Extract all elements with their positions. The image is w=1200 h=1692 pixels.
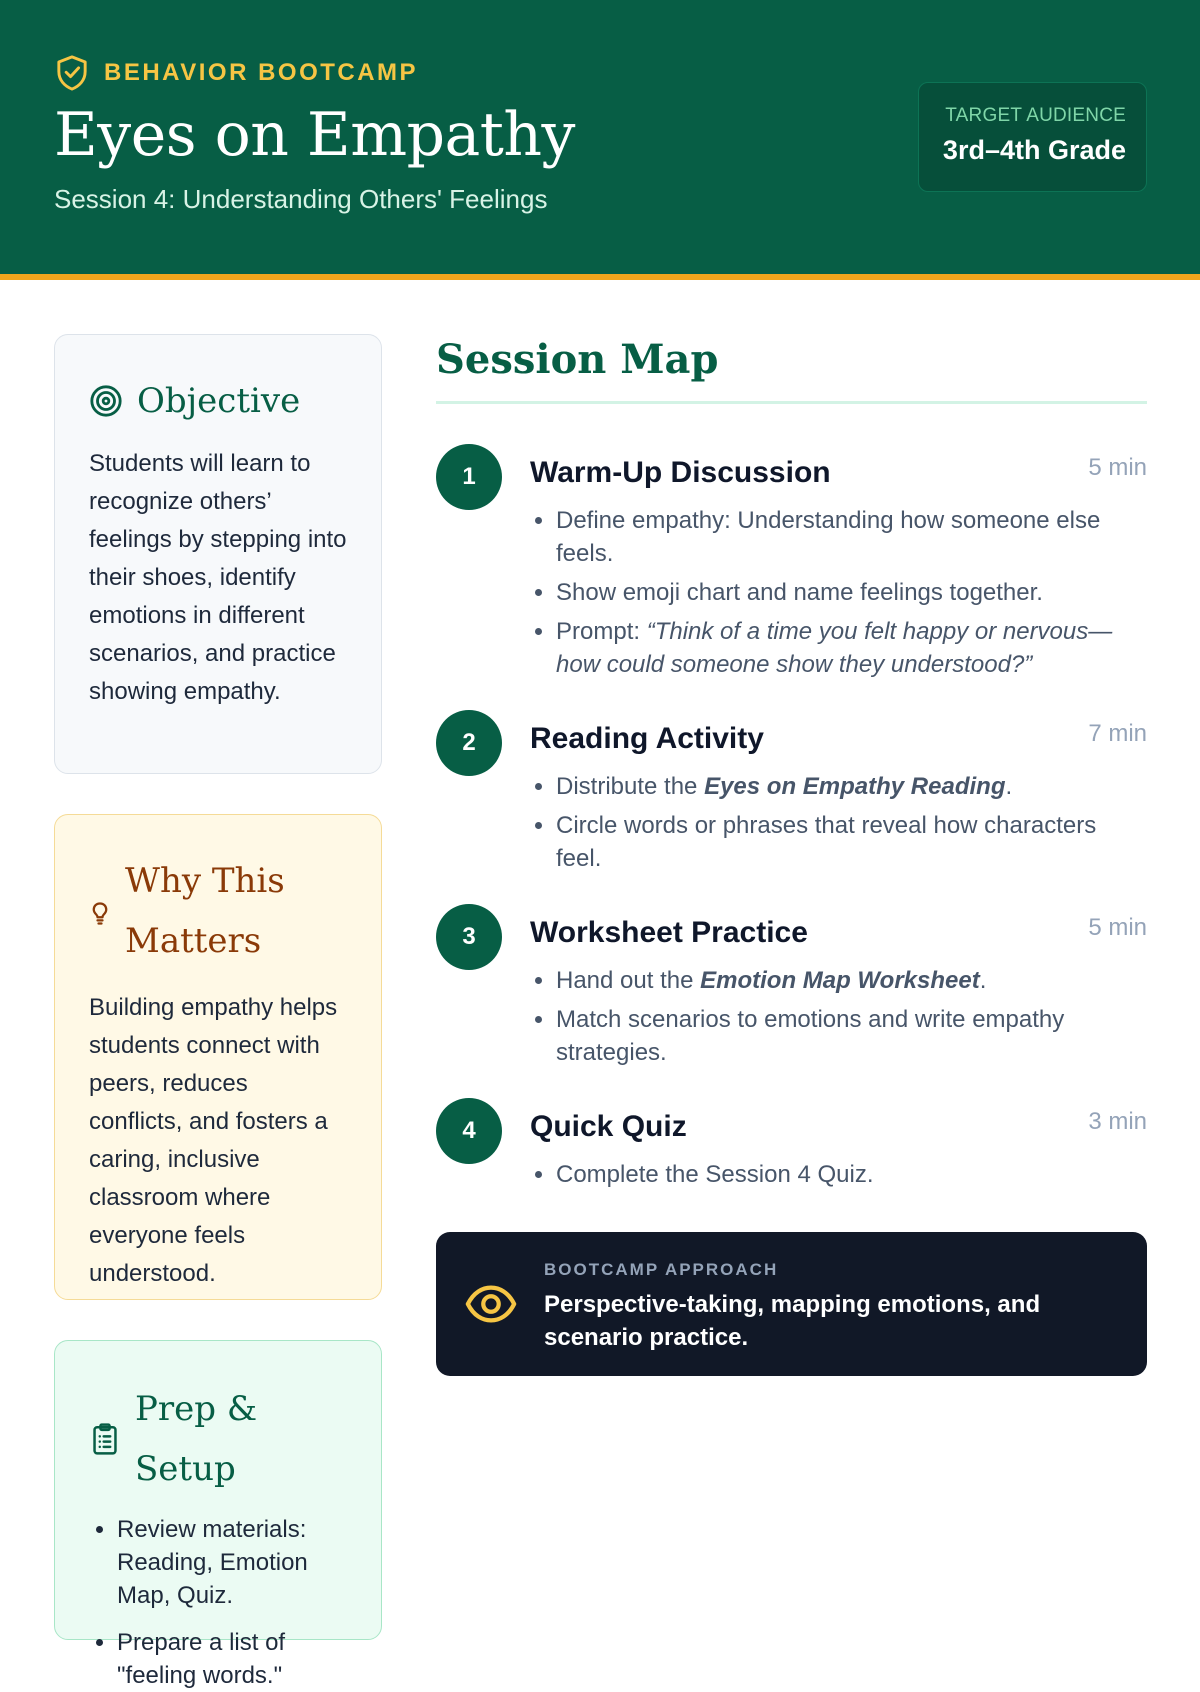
session-map-title: Session Map — [436, 336, 719, 383]
brand-label: BEHAVIOR BOOTCAMP — [104, 59, 419, 86]
brand — [54, 54, 418, 92]
step-worksheet-practice — [436, 904, 1147, 1084]
why-this-matters-card — [54, 814, 382, 1300]
page-title: Eyes on Empathy — [54, 100, 575, 170]
page-header — [0, 0, 1200, 280]
prep-setup-card — [54, 1340, 382, 1689]
item-text: Distribute the — [556, 773, 705, 800]
eye-icon — [464, 1282, 518, 1326]
approach-label: BOOTCAMP APPROACH — [544, 1260, 779, 1279]
item-text: . — [1005, 773, 1013, 800]
step-number: 2 — [436, 710, 502, 776]
objective-card — [54, 334, 382, 774]
list-item: • Circle words or phrases that reveal how characters feel. — [556, 809, 1140, 875]
list-item — [556, 770, 1140, 803]
material-name: Eyes on Empathy Reading — [704, 773, 1006, 800]
section-divider — [436, 401, 1147, 404]
why-text: Building empathy helps students connect with peers, reduces conflicts, and fosters a caring, inclusive classroom where everyone feels understood. — [89, 994, 338, 1287]
list-item — [556, 964, 1140, 997]
clipboard-icon — [89, 1422, 121, 1456]
step-duration: 3 min — [1088, 1108, 1147, 1135]
why-header — [89, 851, 347, 971]
step-duration: 5 min — [1088, 914, 1147, 941]
prompt-prefix: Prompt: — [556, 618, 647, 645]
target-audience-value: 3rd–4th Grade — [942, 135, 1126, 165]
prep-header — [89, 1379, 347, 1499]
bootcamp-approach-callout — [436, 1232, 1147, 1376]
material-name: Emotion Map Worksheet — [700, 967, 980, 994]
list-item: • Review materials: Reading, Emotion Map, Quiz. — [117, 1513, 347, 1612]
step-duration: 5 min — [1088, 454, 1147, 481]
why-title: Why This Matters — [125, 861, 285, 961]
prep-list — [89, 1513, 347, 1692]
prompt-quote: “Think of a time you felt happy or nervous—how could someone show they understood?” — [556, 618, 1113, 678]
prep-title: Prep & Setup — [135, 1389, 258, 1489]
item-text: . — [979, 967, 987, 994]
list-item: • Complete the Session 4 Quiz. — [556, 1158, 1140, 1191]
target-audience-label: TARGET AUDIENCE — [945, 105, 1126, 126]
lightbulb-icon — [89, 896, 111, 926]
step-number: 3 — [436, 904, 502, 970]
list-item: • Prepare a list of "feeling words." — [117, 1626, 347, 1692]
step-duration: 7 min — [1088, 720, 1147, 747]
step-items — [530, 770, 1140, 881]
list-item: • Define empathy: Understanding how someone else feels. — [556, 504, 1140, 570]
step-title: Warm-Up Discussion — [530, 456, 831, 489]
step-number: 4 — [436, 1098, 502, 1164]
step-warm-up — [436, 444, 1147, 694]
step-title: Quick Quiz — [530, 1110, 687, 1143]
objective-header — [89, 371, 347, 431]
step-items — [530, 964, 1140, 1075]
target-audience-badge — [918, 82, 1147, 192]
step-items — [530, 1158, 1140, 1197]
page-subtitle: Session 4: Understanding Others' Feelings — [54, 184, 548, 214]
step-quick-quiz — [436, 1098, 1147, 1208]
step-reading-activity — [436, 710, 1147, 890]
list-item: • Show emoji chart and name feelings together. — [556, 576, 1140, 609]
list-item — [556, 615, 1140, 681]
item-text: Hand out the — [556, 967, 701, 994]
objective-title: Objective — [137, 381, 301, 421]
list-item: • Match scenarios to emotions and write empathy strategies. — [556, 1003, 1140, 1069]
shield-check-icon — [54, 54, 90, 92]
step-title: Worksheet Practice — [530, 916, 808, 949]
step-number: 1 — [436, 444, 502, 510]
step-title: Reading Activity — [530, 722, 764, 755]
approach-text: Perspective-taking, mapping emotions, and scenario practice. — [544, 1291, 1041, 1351]
objective-text: Students will learn to recognize others’ feelings by stepping into their shoes, identify emotions in different scenarios, and practice showing empathy. — [89, 450, 347, 705]
target-icon — [89, 384, 123, 418]
step-items — [530, 504, 1140, 687]
